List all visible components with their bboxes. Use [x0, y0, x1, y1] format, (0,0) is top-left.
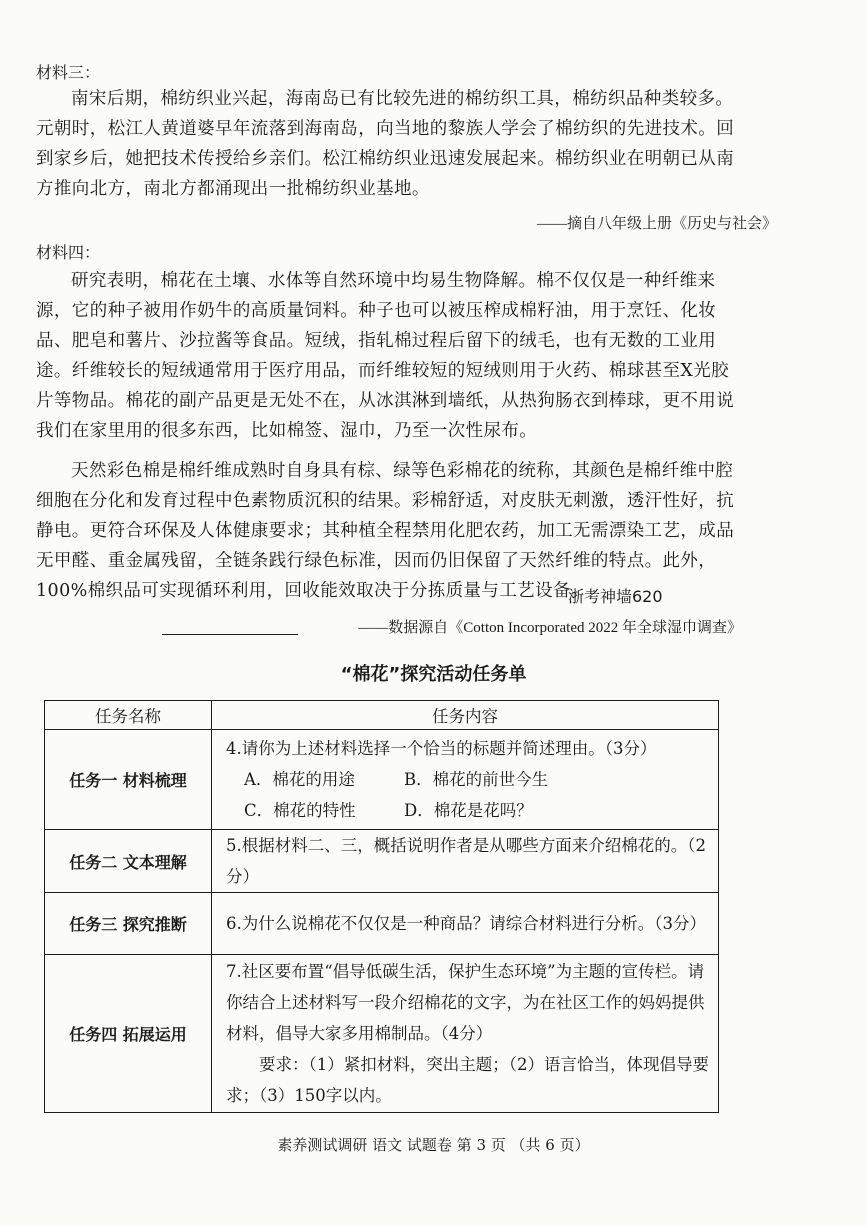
task1-name: 任务一 材料梳理: [45, 730, 212, 830]
table-row: [45, 730, 719, 830]
material3-text: 南宋后期，棉纺织业兴起，海南岛已有比较先进的棉纺织工具，棉纺织品种类较多。元朝时，松江人黄道婆早年流落到海南岛，向当地的黎族人学会了棉纺织的先进技术。回到家乡后，她把技术传授给乡亲们。松江棉纺织业迅速发展起来。棉纺织业在明朝已从南方推向北方，南北方都涌现出一批棉纺织业基地。: [36, 89, 735, 199]
material4-label: 材料四：: [36, 243, 101, 262]
watermark-text: 浙考神墙620: [568, 587, 663, 606]
task3-name: 任务三 探究推断: [45, 893, 212, 955]
option-b: B．棉花的前世今生: [404, 770, 549, 789]
task-table: [44, 700, 719, 1113]
task1-question: 4.请你为上述材料选择一个恰当的标题并简述理由。（3分）: [226, 739, 657, 758]
material4-source: ——数据源自《Cotton Incorporated 2022 年全球湿巾调查》: [358, 620, 742, 636]
task4-content: [212, 955, 719, 1113]
task-sheet-title: “棉花”探究活动任务单: [340, 664, 527, 685]
header-task-name: 任务名称: [45, 701, 212, 730]
task1-options-row-2: [226, 795, 712, 826]
table-row: [45, 830, 719, 893]
option-d: D．棉花是花吗？: [404, 801, 533, 820]
material3-source: ——摘自八年级上册《历史与社会》: [536, 216, 777, 232]
task2-question: 5.根据材料二、三，概括说明作者是从哪些方面来介绍棉花的。（2分）: [212, 830, 719, 893]
task4-name: 任务四 拓展运用: [45, 955, 212, 1113]
option-a: A．棉花的用途: [244, 770, 355, 789]
material3-label: 材料三：: [36, 63, 101, 82]
task1-content: [212, 730, 719, 830]
task2-name: 任务二 文本理解: [45, 830, 212, 893]
table-row: [45, 955, 719, 1113]
divider-line: [162, 634, 298, 635]
table-row: [45, 893, 719, 955]
page-footer: 素养测试调研 语文 试题卷 第 3 页 （共 6 页）: [277, 1136, 590, 1154]
task4-question: 7.社区要布置“倡导低碳生活，保护生态环境”为主题的宣传栏。请你结合上述材料写一段介绍棉花的文字，为在社区工作的妈妈提供材料，倡导大家多用棉制品。（4分）: [226, 962, 705, 1043]
material4-paragraph-2: 天然彩色棉是棉纤维成熟时自身具有棕、绿等色彩棉花的统称，其颜色是棉纤维中腔细胞在分化和发育过程中色素物质沉积的结果。彩棉舒适，对皮肤无刺激，透汗性好，抗静电。更符合环保及人体健康要求；其种植全程禁用化肥农药，加工无需漂染工艺，成品无甲醛、重金属残留，全链条践行绿色标准，因而仍旧保留了天然纤维的特点。此外，100%棉织品可实现循环利用，回收能效取决于分拣质量与工艺设备。: [36, 461, 735, 601]
task4-requirement: 要求：（1）紧扣材料，突出主题；（2）语言恰当，体现倡导要求；（3）150字以内。: [226, 1055, 709, 1105]
task1-options-row-1: [226, 764, 712, 795]
material4-paragraph-1: 研究表明，棉花在土壤、水体等自然环境中均易生物降解。棉不仅仅是一种纤维来源，它的种子被用作奶牛的高质量饲料。种子也可以被压榨成棉籽油，用于烹饪、化妆品、肥皂和薯片、沙拉酱等食品。短绒，指轧棉过程后留下的绒毛，也有无数的工业用途。纤维较长的短绒通常用于医疗用品，而纤维较短的短绒则用于火药、棉球甚至X光胶片等物品。棉花的副产品更是无处不在，从冰淇淋到墙纸，从热狗肠衣到棒球，更不用说我们在家里用的很多东西，比如棉签、湿巾，乃至一次性尿布。: [36, 271, 735, 441]
task3-question: 6.为什么说棉花不仅仅是一种商品？请综合材料进行分析。（3分）: [212, 893, 719, 955]
option-c: C．棉花的特性: [244, 801, 356, 820]
header-task-content: 任务内容: [212, 701, 719, 730]
task-table-header: [45, 701, 719, 730]
